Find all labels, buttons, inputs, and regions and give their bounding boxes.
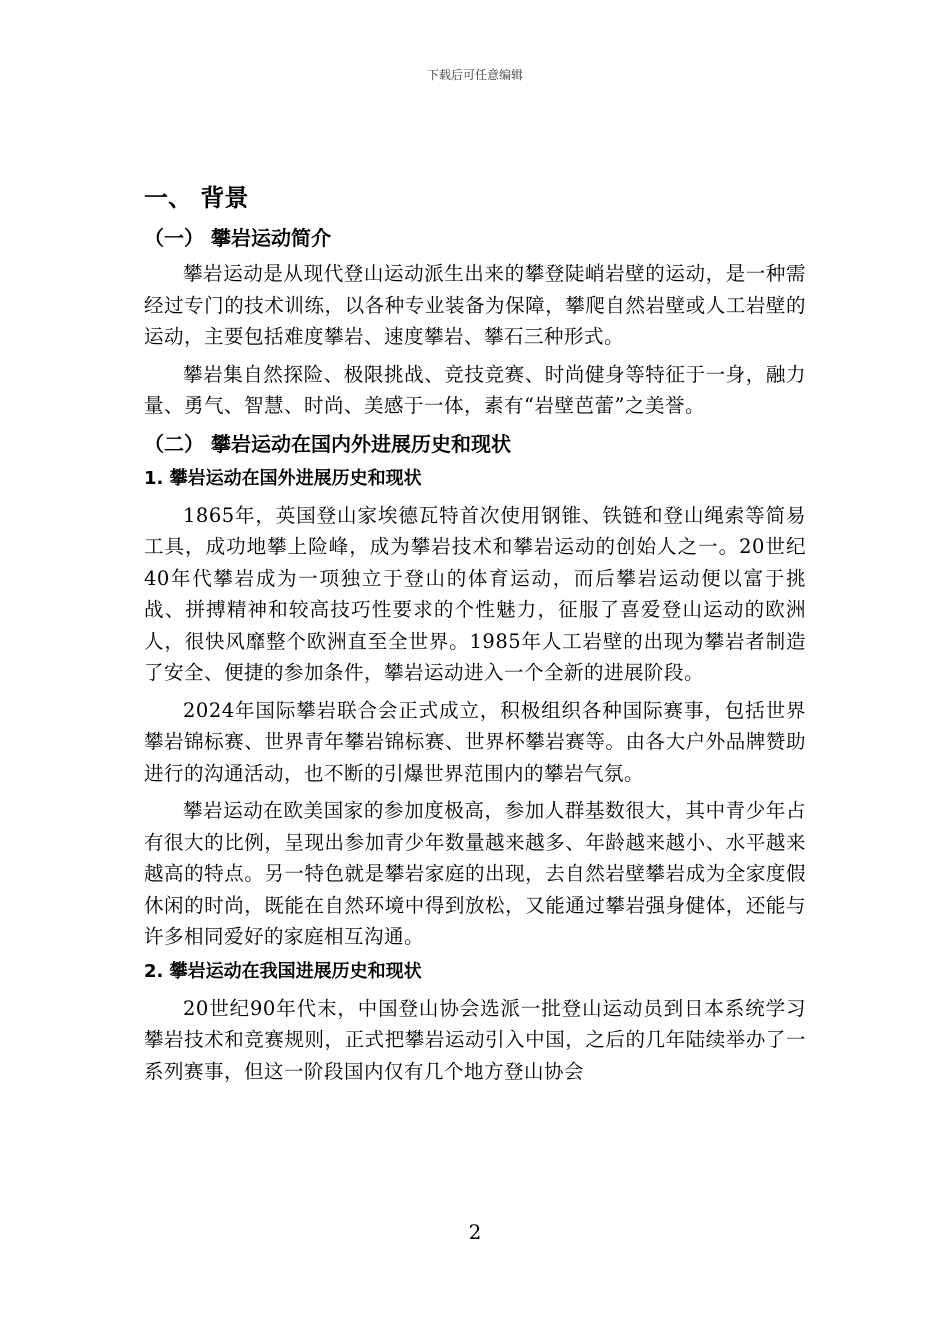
subsection-1-title: 1. 攀岩运动在国外进展历史和现状 <box>144 467 422 489</box>
section-1-title: （一） 攀岩运动简介 <box>144 226 331 250</box>
paragraph: 攀岩运动是从现代登山运动派生出来的攀登陡峭岩壁的运动，是一种需经过专门的技术训练，以各种专业装备为保障，攀爬自然岩壁或人工岩壁的运动，主要包括难度攀岩、速度攀岩、攀石三种形式。 <box>144 262 806 348</box>
paragraph: 攀岩集自然探险、极限挑战、竞技竞赛、时尚健身等特征于一身，融力量、勇气、智慧、时尚、美感于一体，素有“岩壁芭蕾”之美誉。 <box>144 362 806 417</box>
header-note: 下载后可任意编辑 <box>426 68 523 82</box>
paragraph: 1865年，英国登山家埃德瓦特首次使用钢锥、铁链和登山绳索等简易工具，成功地攀上险峰，成为攀岩技术和攀岩运动的创始人之一。20世纪40年代攀岩成为一项独立于登山的体育运动，而后攀岩运动便以富于挑战、拼搏精神和较高技巧性要求的个性魅力，征服了喜爱登山运动的欧洲人，很快风靡整个欧洲直至全世界。1985年人工岩壁的出现为攀岩者制造了安全、便捷的参加条件，攀岩运动进入一个全新的进展阶段。 <box>144 503 806 684</box>
document-body <box>144 178 806 1087</box>
paragraph: 2024年国际攀岩联合会正式成立，积极组织各种国际赛事，包括世界攀岩锦标赛、世界青年攀岩锦标赛、世界杯攀岩赛等。由各大户外品牌赞助进行的沟通活动，也不断的引爆世界范围内的攀岩气氛。 <box>144 698 806 785</box>
subsection-2-title: 2. 攀岩运动在我国进展历史和现状 <box>144 960 422 982</box>
page-number: 2 <box>468 1220 482 1244</box>
section-2-title: （二） 攀岩运动在国内外进展历史和现状 <box>144 431 511 456</box>
paragraph: 攀岩运动在欧美国家的参加度极高，参加人群基数很大，其中青少年占有很大的比例，呈现出参加青少年数量越来越多、年龄越来越小、水平越来越高的特点。另一特色就是攀岩家庭的出现，去自然岩壁攀岩成为全家度假休闲的时尚，既能在自然环境中得到放松，又能通过攀岩强身健体，还能与许多相同爱好的家庭相互沟通。 <box>144 799 806 948</box>
paragraph: 20世纪90年代末，中国登山协会选派一批登山运动员到日本系统学习攀岩技术和竞赛规则，正式把攀岩运动引入中国，之后的几年陆续举办了一系列赛事，但这一阶段国内仅有几个地方登山协会 <box>144 996 806 1083</box>
heading-background: 一、 背景 <box>144 184 249 212</box>
